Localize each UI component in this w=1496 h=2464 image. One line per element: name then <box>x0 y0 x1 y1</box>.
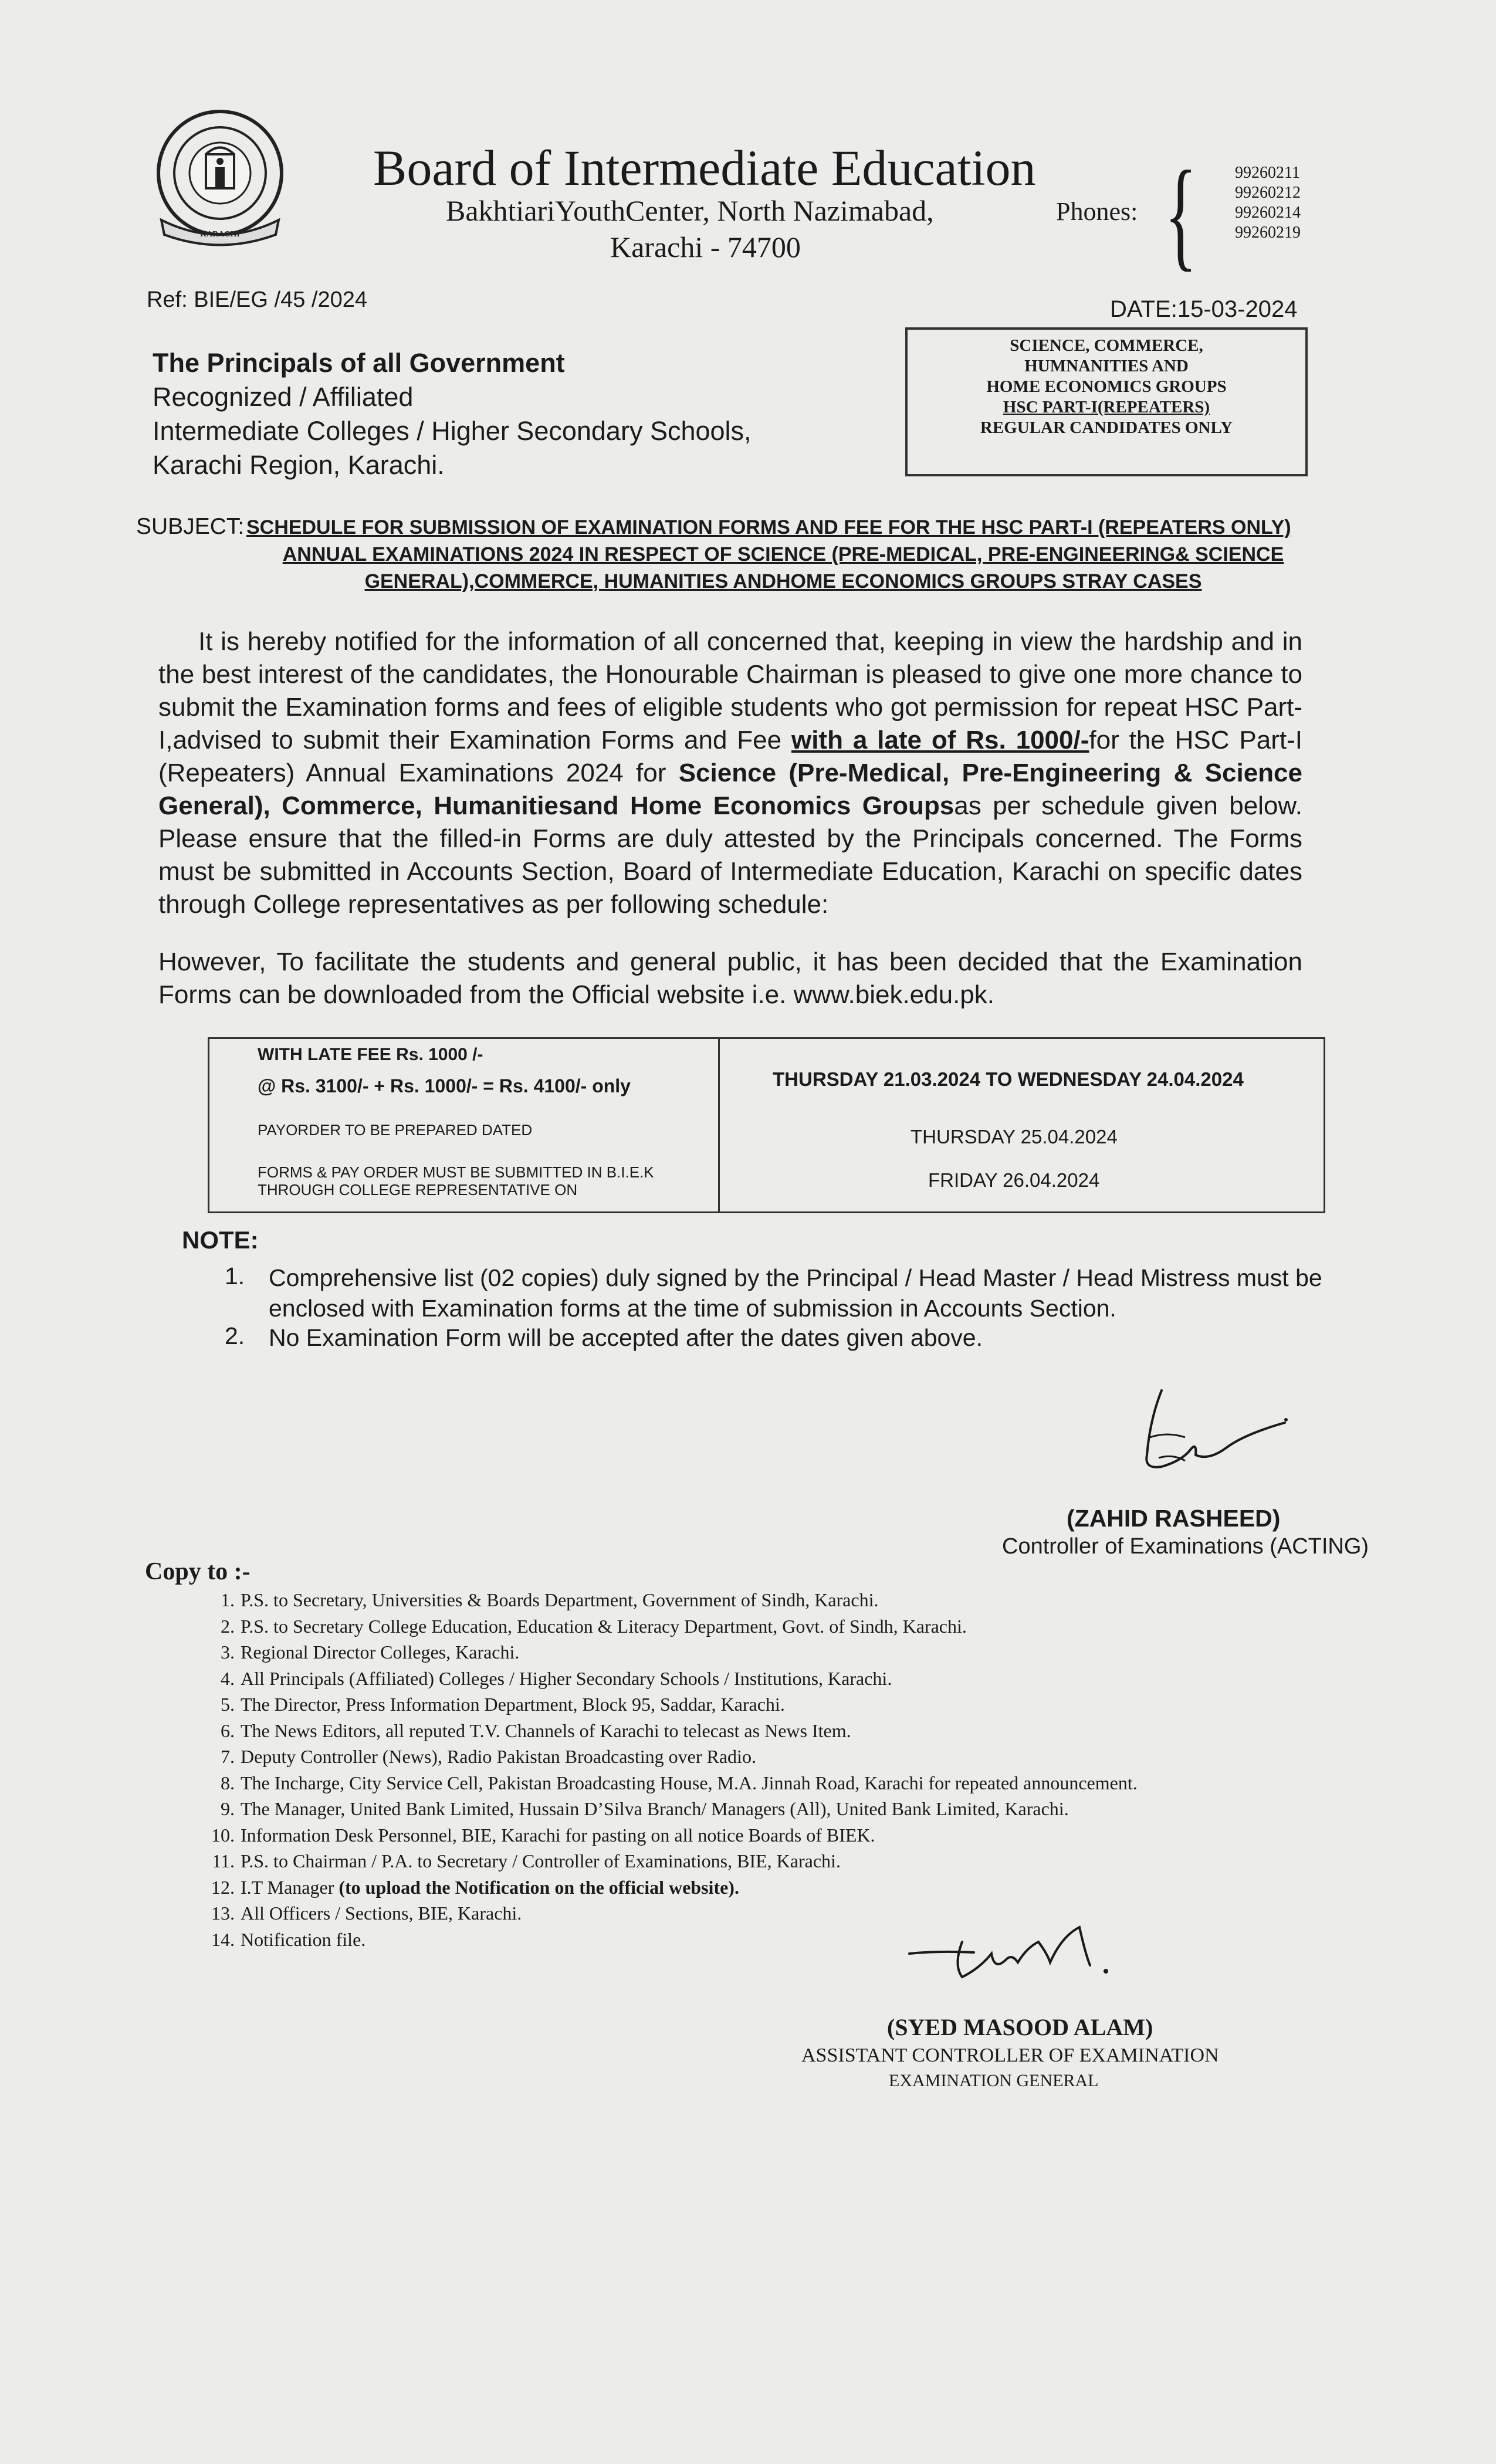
list-item-number: 6. <box>221 1720 235 1741</box>
list-item-number: 9. <box>221 1798 235 1819</box>
copy-to-list <box>211 1587 1138 1952</box>
submission-date: FRIDAY 26.04.2024 <box>928 1169 1100 1191</box>
list-item <box>221 1639 1138 1666</box>
groups-line: HSC PART-I(REPEATERS) <box>1003 398 1210 417</box>
list-item <box>212 1848 1138 1874</box>
brace-icon: { <box>1165 146 1197 282</box>
body-paragraph-2: However, To facilitate the students and general public, it has been decided that the Examination Forms can be downloaded from the Official website i.e. www.biek.edu.pk. <box>158 947 1302 1009</box>
list-item <box>221 1691 1138 1718</box>
list-item-text: The News Editors, all reputed T.V. Channels of Karachi to telecast as News Item. <box>241 1720 851 1741</box>
fee-schedule-table <box>208 1037 1325 1213</box>
subject-line: ANNUAL EXAMINATIONS 2024 IN RESPECT OF SCIENCE (PRE-MEDICAL, PRE-ENGINEERING& SCIENCE <box>282 543 1284 566</box>
note-text: No Examination Form will be accepted after the dates given above. <box>269 1324 983 1351</box>
list-item-number: 3. <box>221 1641 235 1663</box>
body-text: as per schedule given below. Please ensure that the filled-in Forms are duly attested by the Principals concerned. The Forms must be submitted in Accounts Section, Board of Intermediate Education, Karachi on specific dates through College representatives as per following schedule: <box>158 791 1303 919</box>
list-item-number: 7. <box>221 1746 235 1767</box>
list-item-text: P.S. to Secretary College Education, Education & Literacy Department, Govt. of Sindh, Karachi. <box>241 1615 967 1637</box>
groups-line: HUMNANITIES AND <box>1024 357 1189 375</box>
late-fee-label: WITH LATE FEE Rs. 1000 /- <box>258 1045 483 1064</box>
controller-signature <box>1126 1367 1291 1502</box>
assistant-controller-department: EXAMINATION GENERAL <box>889 2071 1099 2090</box>
list-item <box>221 1744 1138 1770</box>
subject-label: SUBJECT: <box>136 514 245 539</box>
svg-text:KARACHI: KARACHI <box>200 230 240 239</box>
list-item-text: All Principals (Affiliated) Colleges / Higher Secondary Schools / Institutions, Karachi. <box>241 1667 892 1689</box>
subject-text <box>246 514 1320 595</box>
list-item <box>221 1770 1138 1796</box>
note-text: Comprehensive list (02 copies) duly signed by the Principal / Head Master / Head Mistress must be enclosed with Examination forms at the time of submission in Accounts Section. <box>269 1264 1322 1322</box>
addressee-block <box>153 346 752 482</box>
list-item-text: Notification file. <box>241 1928 366 1950</box>
groups-emphasis: Science (Pre-Medical, Pre-Engineering & Science General), Commerce, Humanitiesand Home Economics Groups <box>158 759 1302 820</box>
submission-period: THURSDAY 21.03.2024 TO WEDNESDAY 24.04.2024 <box>773 1068 1244 1090</box>
list-item-number: 14. <box>211 1928 235 1950</box>
addressee-line: Recognized / Affiliated <box>153 382 414 412</box>
letter-date: DATE:15-03-2024 <box>1110 296 1298 322</box>
submission-label-line: THROUGH COLLEGE REPRESENTATIVE ON <box>258 1181 578 1199</box>
list-item-text: Regional Director Colleges, Karachi. <box>241 1641 520 1663</box>
board-title: Board of Intermediate Education <box>373 140 1036 196</box>
groups-box <box>905 327 1308 476</box>
list-item-text: Information Desk Personnel, BIE, Karachi for pasting on all notice Boards of BIEK. <box>241 1824 875 1846</box>
list-item-number: 13. <box>211 1903 235 1924</box>
reference-number: Ref: BIE/EG /45 /2024 <box>147 287 367 312</box>
submission-label-line: FORMS & PAY ORDER MUST BE SUBMITTED IN B.I.E.K <box>258 1163 654 1181</box>
controller-name: (ZAHID RASHEED) <box>1067 1505 1281 1532</box>
list-item-text: P.S. to Secretary, Universities & Boards Department, Government of Sindh, Karachi. <box>241 1589 879 1610</box>
list-item-text: All Officers / Sections, BIE, Karachi. <box>241 1903 522 1924</box>
subject-line: SCHEDULE FOR SUBMISSION OF EXAMINATION FORMS AND FEE FOR THE HSC PART-I (REPEATERS ONLY) <box>246 516 1291 539</box>
phone-number: 99260214 <box>1235 204 1301 222</box>
payorder-date: THURSDAY 25.04.2024 <box>911 1126 1118 1148</box>
assistant-controller-signature <box>903 1918 1132 1995</box>
phone-numbers <box>1235 163 1301 243</box>
addressee-line: The Principals of all Government <box>153 348 565 378</box>
list-item <box>221 1718 1138 1744</box>
submission-label <box>258 1163 654 1199</box>
copy-to-label: Copy to :- <box>145 1558 251 1585</box>
payorder-label: PAYORDER TO BE PREPARED DATED <box>258 1121 533 1139</box>
phones-label: Phones: <box>1056 197 1138 226</box>
list-item <box>211 1874 1138 1901</box>
list-item-number: 12. <box>211 1876 235 1898</box>
list-item-number: 10. <box>211 1824 235 1846</box>
assistant-controller-name: (SYED MASOOD ALAM) <box>887 2014 1153 2040</box>
note-label: NOTE: <box>182 1226 259 1254</box>
phone-number: 99260219 <box>1235 224 1301 242</box>
body-text: for the HSC Part-I (Repeaters) Annual Examinations 2024 for <box>158 726 1302 787</box>
list-item-text: The Director, Press Information Department, Block 95, Saddar, Karachi. <box>241 1694 785 1715</box>
list-item-number: 11. <box>212 1850 235 1871</box>
groups-line: SCIENCE, COMMERCE, <box>1010 336 1203 355</box>
body-text: It is hereby notified for the information of all concerned that, keeping in view the hardship and in the best interest of the candidates, the Honourable Chairman is pleased to give one more chance to submit the Examination forms and fees of eligible students who got permission for repeat HSC Part-I,advised to submit their Examination Forms and Fee <box>158 627 1302 754</box>
list-item <box>221 1587 1138 1613</box>
list-item <box>221 1666 1138 1692</box>
late-fee-emphasis: with a late of Rs. 1000/- <box>791 726 1089 754</box>
list-item-text: P.S. to Chairman / P.A. to Secretary / Controller of Examinations, BIE, Karachi. <box>241 1850 841 1871</box>
phone-number: 99260212 <box>1235 184 1301 202</box>
list-item-number: 4. <box>221 1667 235 1689</box>
fee-amount: @ Rs. 3100/- + Rs. 1000/- = Rs. 4100/- only <box>258 1075 631 1096</box>
list-item-emphasis: (to upload the Notification on the official website). <box>339 1876 739 1898</box>
body-paragraph-1 <box>158 625 1302 921</box>
list-item-text: The Incharge, City Service Cell, Pakistan Broadcasting House, M.A. Jinnah Road, Karachi for repeated announcement. <box>241 1772 1138 1793</box>
groups-line: REGULAR CANDIDATES ONLY <box>980 418 1233 437</box>
addressee-line: Karachi Region, Karachi. <box>153 450 445 480</box>
addressee-line: Intermediate Colleges / Higher Secondary Schools, <box>153 416 752 446</box>
list-item-text: The Manager, United Bank Limited, Hussain D’Silva Branch/ Managers (All), United Bank Limited, Karachi. <box>241 1798 1069 1819</box>
controller-title: Controller of Examinations (ACTING) <box>1002 1534 1369 1559</box>
list-item <box>211 1822 1138 1849</box>
list-item-text: Deputy Controller (News), Radio Pakistan Broadcasting over Radio. <box>241 1746 756 1767</box>
assistant-controller-title: ASSISTANT CONTROLLER OF EXAMINATION <box>801 2045 1219 2066</box>
phone-number: 99260211 <box>1235 164 1300 182</box>
list-item-number: 8. <box>221 1772 235 1793</box>
board-seal-logo <box>150 109 290 252</box>
list-item-number: 2. <box>221 1615 235 1637</box>
board-address-line1: BakhtiariYouthCenter, North Nazimabad, <box>446 194 934 227</box>
groups-line: HOME ECONOMICS GROUPS <box>986 377 1227 396</box>
list-item-text: I.T Manager <box>241 1876 339 1898</box>
list-item-number: 1. <box>221 1589 235 1610</box>
note-number: 2. <box>225 1322 245 1349</box>
list-item-number: 5. <box>221 1694 235 1715</box>
table-divider <box>718 1039 720 1211</box>
list-item <box>221 1796 1138 1822</box>
subject-line: GENERAL),COMMERCE, HUMANITIES ANDHOME ECONOMICS GROUPS STRAY CASES <box>364 570 1202 593</box>
note-number: 1. <box>225 1263 245 1289</box>
board-address-line2: Karachi - 74700 <box>610 231 801 263</box>
list-item <box>221 1613 1138 1640</box>
